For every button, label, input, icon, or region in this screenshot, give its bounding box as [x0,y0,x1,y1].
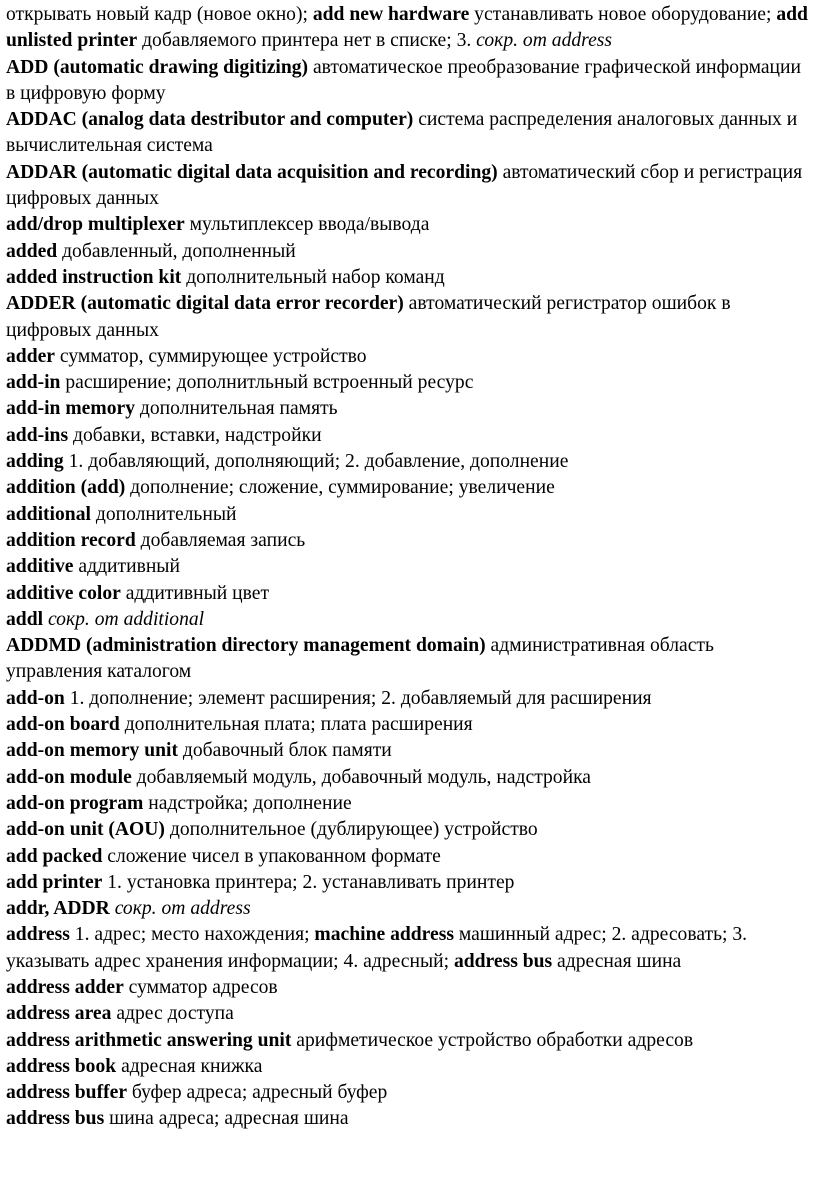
dictionary-entry [6,844,810,870]
definition-text: добавляемый модуль, добавочный модуль, надстройка [131,766,591,788]
definition-text: добавленный, дополненный [57,240,296,262]
headword: addl [6,608,44,630]
headword: add-in [6,372,61,394]
dictionary-entry [6,922,810,975]
headword: added instruction kit [6,266,182,288]
definition-text: автоматическое преобразование графической информации в цифровую форму [6,56,801,104]
definition-text: дополнительный [90,503,237,525]
headword: add unlisted printer [6,4,808,52]
definition-text: 1. установка принтера; 2. устанавливать принтер [102,871,515,893]
headword: added [6,240,58,262]
headword: add-on memory unit [6,740,179,762]
dictionary-entry [6,2,810,55]
headword: address [6,924,70,946]
definition-text: машинный адрес; 2. адресовать; 3. указывать адрес хранения информации; 4. адресный; [6,924,748,972]
headword: address book [6,1055,117,1077]
dictionary-entry [6,870,810,896]
headword: add-on unit (AOU) [6,819,165,841]
dictionary-entry [6,370,810,396]
headword: add/drop multiplexer [6,214,185,236]
definition-text: сумматор, суммирующее устройство [54,345,367,367]
headword: addition record [6,529,136,551]
headword: additive color [6,582,121,604]
definition-text: аддитивный [73,556,180,578]
definition-text: дополнительная память [135,398,338,420]
headword: additive [6,556,74,578]
dictionary-entry [6,423,810,449]
headword: address buffer [6,1082,128,1104]
dictionary-entry [6,528,810,554]
dictionary-entry [6,396,810,422]
definition-text: буфер адреса; адресный буфер [127,1082,388,1104]
definition-text: аддитивный цвет [120,582,270,604]
headword: add-on module [6,766,132,788]
definition-text: расширение; дополнитльный встроенный ресурс [60,372,474,394]
definition-text: мультиплексер ввода/вывода [184,214,430,236]
headword: adder [6,345,55,367]
definition-text: адресная шина [552,950,682,972]
dictionary-entry [6,554,810,580]
headword: add-on program [6,792,144,814]
definition-text: добавляемая запись [135,529,306,551]
headword: add packed [6,845,103,867]
dictionary-entry [6,712,810,738]
headword: ADDMD (administration directory management domain) [6,635,486,657]
definition-text: шина адреса; адресная шина [104,1108,349,1130]
dictionary-entry [6,239,810,265]
headword: adding [6,451,64,473]
dictionary-entry [6,1080,810,1106]
headword: ADDER (automatic digital data error recorder) [6,293,404,315]
definition-text: автоматический регистратор ошибок в цифровых данных [6,293,731,341]
headword: address arithmetic answering unit [6,1029,292,1051]
dictionary-entry [6,817,810,843]
dictionary-entry [6,896,810,922]
dictionary-entry [6,265,810,291]
dictionary-entry [6,765,810,791]
headword: add printer [6,871,103,893]
definition-text: добавляемого принтера нет в списке; 3. [137,30,477,52]
headword: addr, ADDR [6,898,110,920]
dictionary-entry [6,975,810,1001]
definition-text: сумматор адресов [123,976,278,998]
dictionary-entry [6,1001,810,1027]
dictionary-entry [6,791,810,817]
headword: add-on board [6,714,120,736]
definition-text: дополнительное (дублирующее) устройство [164,819,538,841]
definition-text: адресная книжка [116,1055,263,1077]
abbrev-note: сокр. от address [476,30,613,52]
headword: ADDAR (automatic digital data acquisition and recording) [6,161,498,183]
dictionary-entry [6,212,810,238]
dictionary-entry [6,1028,810,1054]
headword: add-ins [6,424,69,446]
headword: ADD (automatic drawing digitizing) [6,56,309,78]
headword: ADDAC (analog data destributor and computer) [6,109,414,131]
definition-text: система распределения аналоговых данных и вычислительная система [6,109,798,157]
dictionary-entry [6,1054,810,1080]
dictionary-entry [6,502,810,528]
dictionary-entry [6,344,810,370]
headword: address area [6,1003,112,1025]
dictionary-entry [6,291,810,344]
definition-text: административная область управления каталогом [6,635,714,683]
dictionary-entry [6,160,810,213]
definition-text: сложение чисел в упакованном формате [102,845,441,867]
definition-text: дополнительная плата; плата расширения [119,714,473,736]
definition-text: автоматический сбор и регистрация цифровых данных [6,161,803,210]
dictionary-entry [6,633,810,686]
definition-text: 1. дополнение; элемент расширения; 2. добавляемый для расширения [64,687,652,709]
definition-text: 1. добавляющий, дополняющий; 2. добавление, дополнение [63,451,569,473]
definition-text: добавочный блок памяти [178,740,392,762]
dictionary-entry [6,475,810,501]
definition-text: адрес доступа [111,1003,234,1025]
definition-text: открывать новый кадр (новое окно); [6,4,313,25]
dictionary-entry [6,581,810,607]
definition-text: надстройка; дополнение [143,792,352,814]
headword: address adder [6,976,124,998]
dictionary-entry [6,1106,810,1132]
headword: address bus [453,950,553,972]
dictionary-entry [6,738,810,764]
dictionary-entry [6,55,810,108]
definition-text: дополнение; сложение, суммирование; увеличение [125,477,555,499]
abbrev-note: сокр. от address [114,898,251,920]
definition-text: 1. адрес; место нахождения; [69,924,315,946]
headword: add new hardware [312,4,470,25]
headword: machine address [314,924,454,946]
abbrev-note: сокр. от additional [47,608,205,630]
dictionary-entry [6,107,810,160]
dictionary-entry [6,607,810,633]
dictionary-entry [6,686,810,712]
definition-text: добавки, вставки, надстройки [68,424,322,446]
headword: add-in memory [6,398,135,420]
headword: address bus [6,1108,105,1130]
definition-text: арифметическое устройство обработки адресов [291,1029,694,1051]
headword: addition (add) [6,477,126,499]
headword: additional [6,503,91,525]
dictionary-entry [6,449,810,475]
headword: add-on [6,687,65,709]
definition-text: устанавливать новое оборудование; [469,4,777,25]
definition-text: дополнительный набор команд [181,266,445,288]
